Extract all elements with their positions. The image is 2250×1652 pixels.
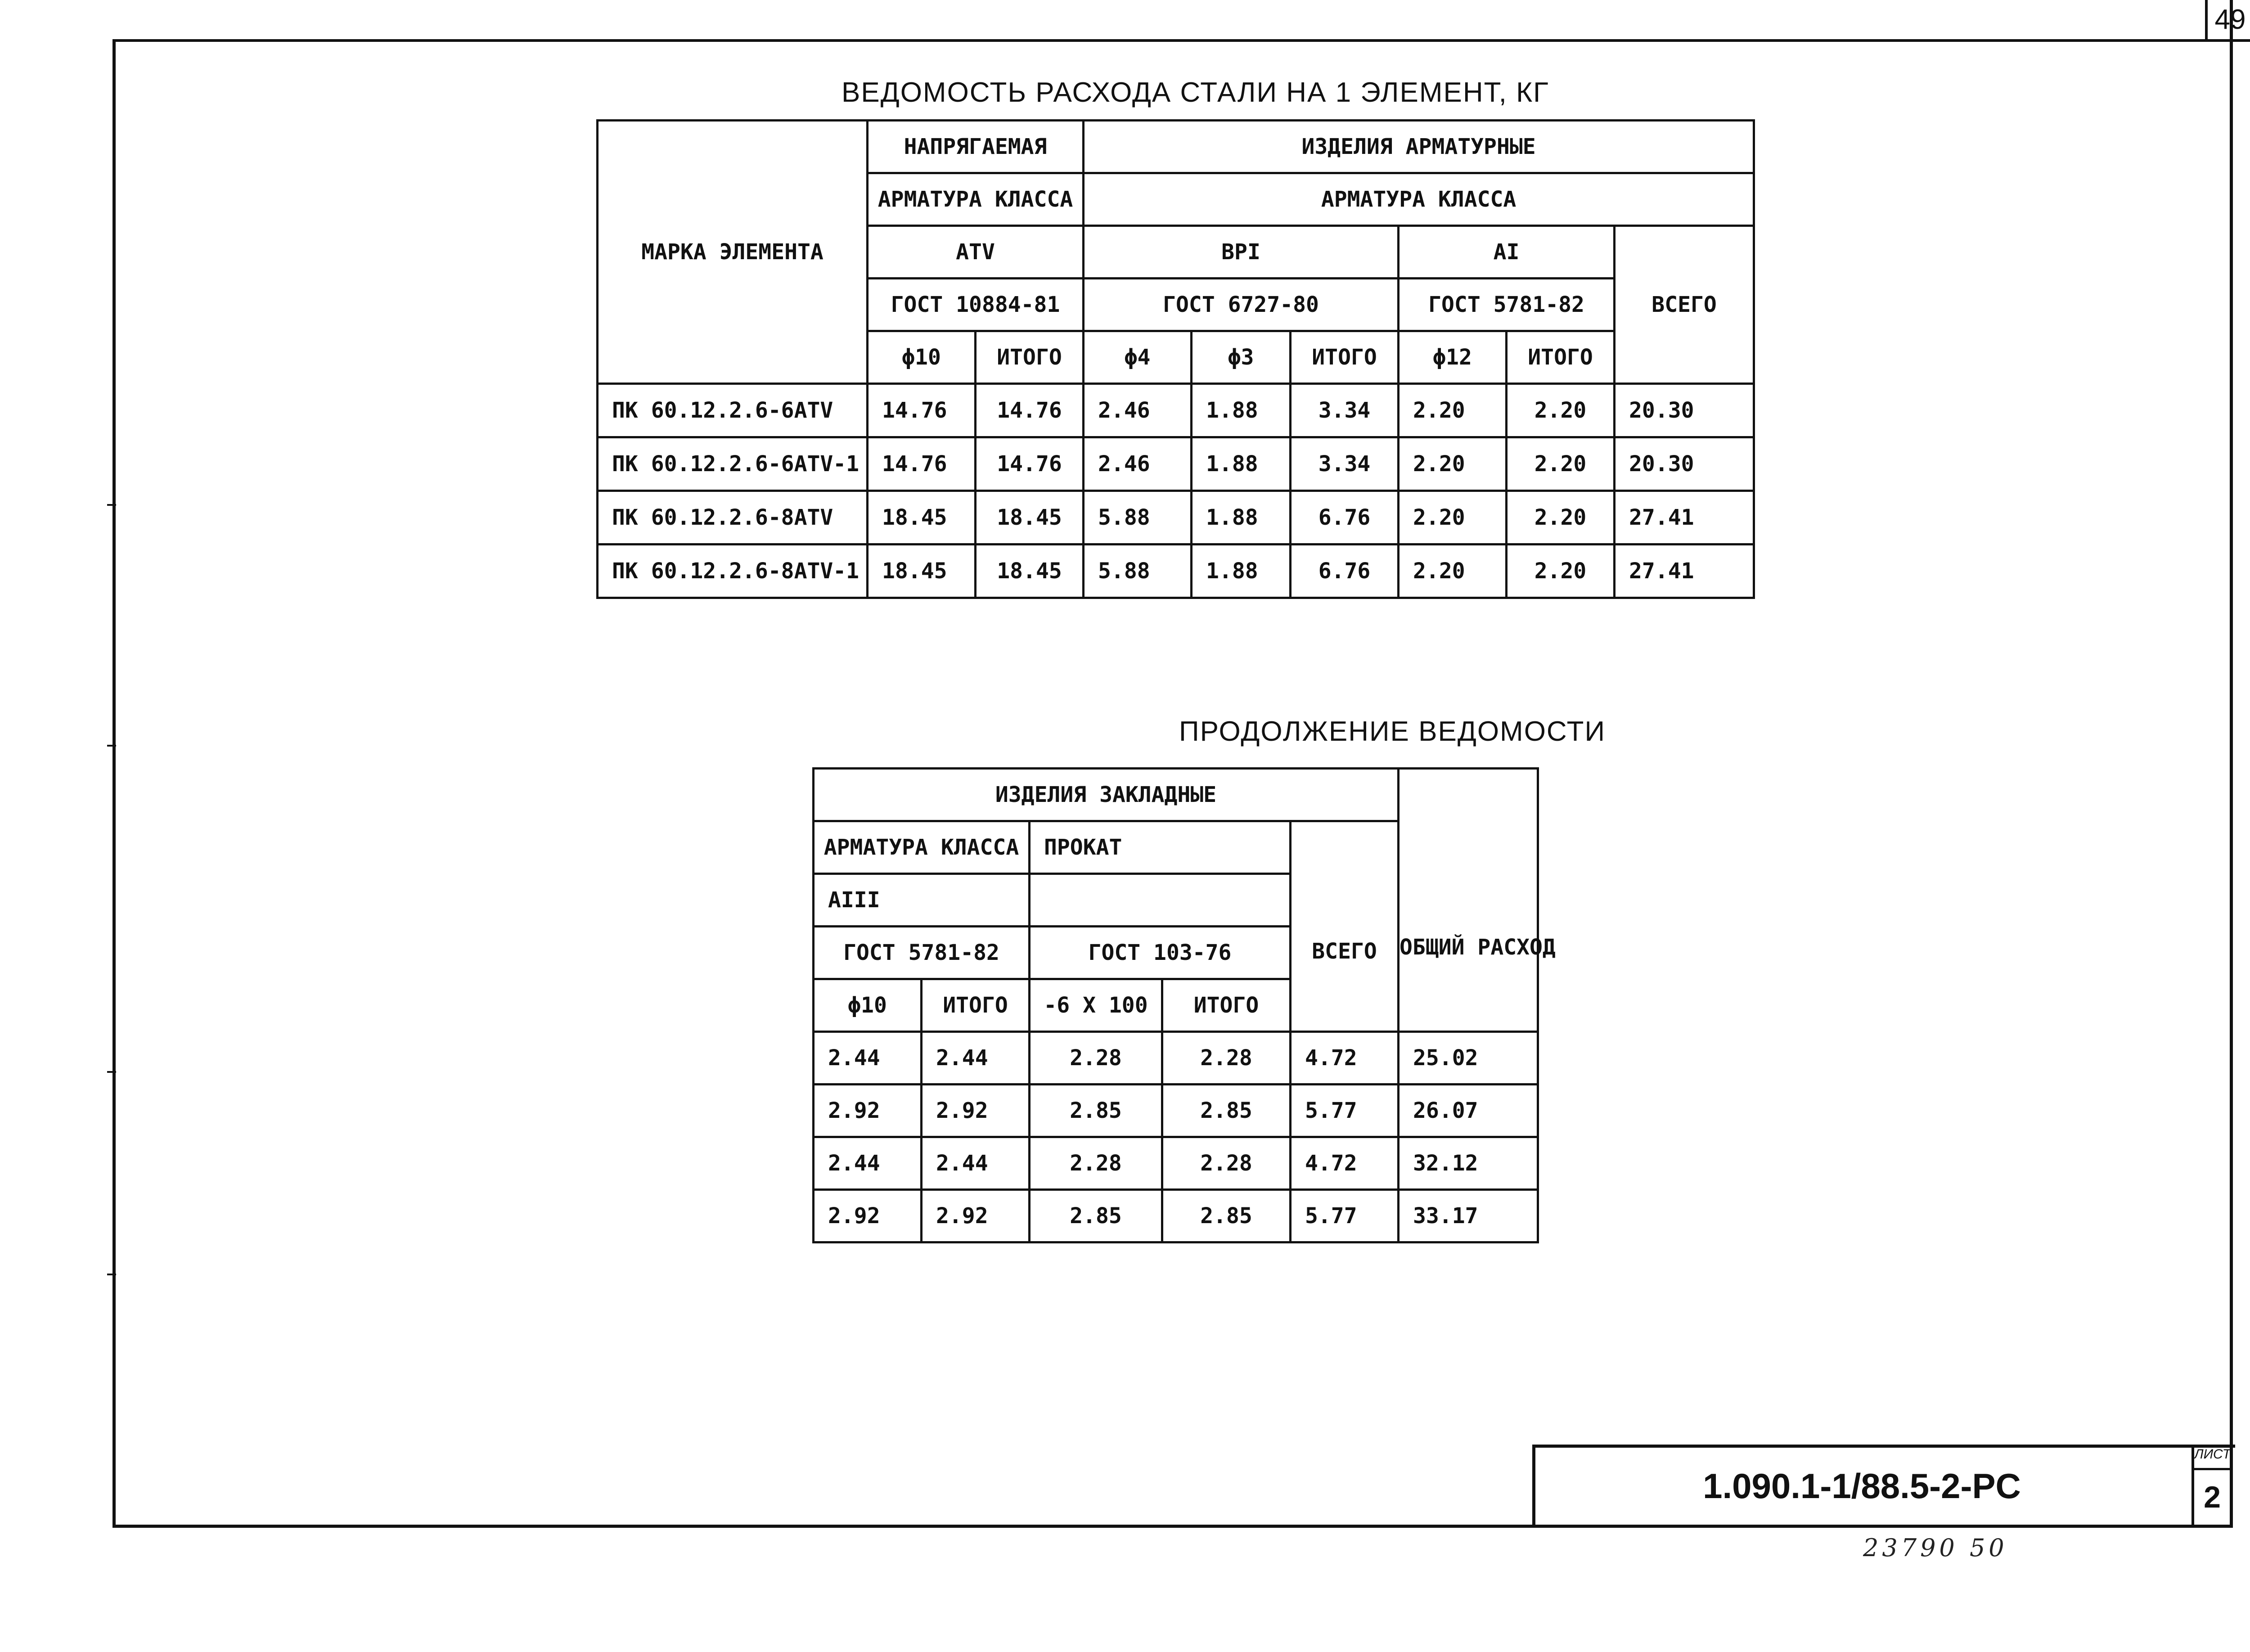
header-rebar-products-class: АРМАТУРА КЛАССА [1084, 173, 1754, 226]
header-bpi: ВРI [1084, 226, 1399, 279]
table2-caption: ПРОДОЛЖЕНИЕ ВЕДОМОСТИ [1179, 716, 1606, 747]
steel-consumption-table [596, 119, 1755, 599]
header-itogo: ИТОГО [1507, 331, 1615, 384]
header-rolled: ПРОКАТ [1030, 821, 1291, 874]
cell-mark: ПК 60.12.2.6-6АТV [598, 384, 868, 437]
cell-aiii-total: 2.92 [922, 1085, 1030, 1137]
cell-ai-total: 2.20 [1507, 384, 1615, 437]
header-d3: ϕ3 [1192, 331, 1291, 384]
sheet-label: ЛИСТ [2194, 1447, 2231, 1462]
header-gost-aiii: ГОСТ 5781-82 [814, 927, 1030, 979]
cell-bpi-total: 3.34 [1291, 384, 1399, 437]
cell-bpi-total: 6.76 [1291, 491, 1399, 545]
table-row [598, 491, 1754, 545]
header-atv: АТV [868, 226, 1084, 279]
header-strip-total: ИТОГО [1162, 979, 1291, 1032]
header-prestressed: НАПРЯГАЕМАЯ [868, 121, 1084, 173]
frame-tick [107, 1071, 116, 1073]
frame-tick [107, 504, 116, 506]
cell-atv-d10: 14.76 [868, 384, 976, 437]
table-row [814, 1032, 1538, 1085]
cell-aiii-total: 2.44 [922, 1032, 1030, 1085]
cell-overall: 25.02 [1399, 1032, 1538, 1085]
header-d10: ϕ10 [814, 979, 922, 1032]
cell-bpi-d4: 2.46 [1084, 437, 1192, 491]
continuation-table [812, 767, 1556, 1243]
cell-atv-total: 18.45 [976, 545, 1084, 598]
cell-bpi-total: 6.76 [1291, 545, 1399, 598]
table-row [814, 1085, 1538, 1137]
cell-ai-d12: 2.20 [1399, 491, 1507, 545]
table-row [598, 384, 1754, 437]
header-gost-bpi: ГОСТ 6727-80 [1084, 279, 1399, 331]
cell-strip-total: 2.85 [1162, 1085, 1291, 1137]
frame-top-border [113, 39, 2250, 42]
cell-ai-total: 2.20 [1507, 545, 1615, 598]
sheet-number: 49 [2214, 4, 2246, 35]
cell-atv-total: 18.45 [976, 491, 1084, 545]
cell-mark: ПК 60.12.2.6-6АТV-1 [598, 437, 868, 491]
cell-total: 4.72 [1291, 1032, 1399, 1085]
title-block-divider [2192, 1468, 2232, 1470]
header-itogo: ИТОГО [976, 331, 1084, 384]
cell-strip: 2.85 [1030, 1085, 1162, 1137]
table-row [598, 545, 1754, 598]
header-aiii: АIII [814, 874, 1030, 927]
cell-atv-d10: 18.45 [868, 491, 976, 545]
cell-aiii-d10: 2.44 [814, 1032, 922, 1085]
header-mark: МАРКА ЭЛЕМЕНТА [598, 121, 868, 384]
cell-total: 5.77 [1291, 1190, 1399, 1242]
cell-strip-total: 2.28 [1162, 1032, 1291, 1085]
header-itogo: ИТОГО [922, 979, 1030, 1032]
cell-atv-total: 14.76 [976, 384, 1084, 437]
header-gost-atv: ГОСТ 10884-81 [868, 279, 1084, 331]
cell-mark: ПК 60.12.2.6-8АТV-1 [598, 545, 868, 598]
cell-total: 4.72 [1291, 1137, 1399, 1190]
cell-bpi-d3: 1.88 [1192, 545, 1291, 598]
cell-total: 5.77 [1291, 1085, 1399, 1137]
cell-total: 27.41 [1615, 491, 1754, 545]
cell-atv-d10: 14.76 [868, 437, 976, 491]
cell-ai-d12: 2.20 [1399, 384, 1507, 437]
header-embedded: ИЗДЕЛИЯ ЗАКЛАДНЫЕ [814, 769, 1399, 821]
cell-ai-total: 2.20 [1507, 437, 1615, 491]
header-itogo: ИТОГО [1291, 331, 1399, 384]
table-row [814, 1137, 1538, 1190]
cell-overall: 32.12 [1399, 1137, 1538, 1190]
header-strip: -6 Х 100 [1030, 979, 1162, 1032]
cell-bpi-d3: 1.88 [1192, 491, 1291, 545]
cell-total: 20.30 [1615, 384, 1754, 437]
frame-tick [107, 745, 116, 747]
frame-tick [107, 1274, 116, 1275]
header-ai: АI [1399, 226, 1615, 279]
cell-aiii-total: 2.92 [922, 1190, 1030, 1242]
cell-mark: ПК 60.12.2.6-8АТV [598, 491, 868, 545]
handwritten-note: 23790 50 [1863, 1534, 2008, 1562]
cell-overall: 33.17 [1399, 1190, 1538, 1242]
cell-strip-total: 2.28 [1162, 1137, 1291, 1190]
cell-strip: 2.85 [1030, 1190, 1162, 1242]
header-overall: ОБЩИЙ РАСХОД [1399, 769, 1538, 1032]
header-rebar-class: АРМАТУРА КЛАССА [814, 821, 1030, 874]
cell-bpi-d3: 1.88 [1192, 384, 1291, 437]
cell-bpi-d4: 5.88 [1084, 491, 1192, 545]
table-row [598, 437, 1754, 491]
cell-bpi-d4: 2.46 [1084, 384, 1192, 437]
header-gost-rolled: ГОСТ 103-76 [1030, 927, 1291, 979]
cell-atv-d10: 18.45 [868, 545, 976, 598]
cell-bpi-d3: 1.88 [1192, 437, 1291, 491]
sheet-value: 2 [2204, 1480, 2221, 1514]
header-rolled-blank [1030, 874, 1291, 927]
cell-aiii-d10: 2.44 [814, 1137, 922, 1190]
cell-atv-total: 14.76 [976, 437, 1084, 491]
cell-aiii-d10: 2.92 [814, 1085, 922, 1137]
cell-ai-d12: 2.20 [1399, 545, 1507, 598]
cell-total: 27.41 [1615, 545, 1754, 598]
cell-overall: 26.07 [1399, 1085, 1538, 1137]
header-rebar-products: ИЗДЕЛИЯ АРМАТУРНЫЕ [1084, 121, 1754, 173]
table-row [814, 1190, 1538, 1242]
cell-bpi-d4: 5.88 [1084, 545, 1192, 598]
cell-total: 20.30 [1615, 437, 1754, 491]
table1-caption: ВЕДОМОСТЬ РАСХОДА СТАЛИ НА 1 ЭЛЕМЕНТ, КГ [842, 77, 1549, 108]
header-total: ВСЕГО [1615, 226, 1754, 384]
cell-ai-d12: 2.20 [1399, 437, 1507, 491]
header-d10: ϕ10 [868, 331, 976, 384]
cell-aiii-total: 2.44 [922, 1137, 1030, 1190]
document-code: 1.090.1-1/88.5-2-PC [1703, 1466, 2021, 1506]
frame-left-border [112, 39, 116, 1528]
cell-strip: 2.28 [1030, 1032, 1162, 1085]
frame-right-border [2230, 0, 2233, 1528]
cell-bpi-total: 3.34 [1291, 437, 1399, 491]
header-d12: ϕ12 [1399, 331, 1507, 384]
header-d4: ϕ4 [1084, 331, 1192, 384]
header-total: ВСЕГО [1291, 821, 1399, 1032]
header-gost-ai: ГОСТ 5781-82 [1399, 279, 1615, 331]
cell-aiii-d10: 2.92 [814, 1190, 922, 1242]
cell-strip: 2.28 [1030, 1137, 1162, 1190]
cell-strip-total: 2.85 [1162, 1190, 1291, 1242]
header-prestressed-class: АРМАТУРА КЛАССА [868, 173, 1084, 226]
cell-ai-total: 2.20 [1507, 491, 1615, 545]
